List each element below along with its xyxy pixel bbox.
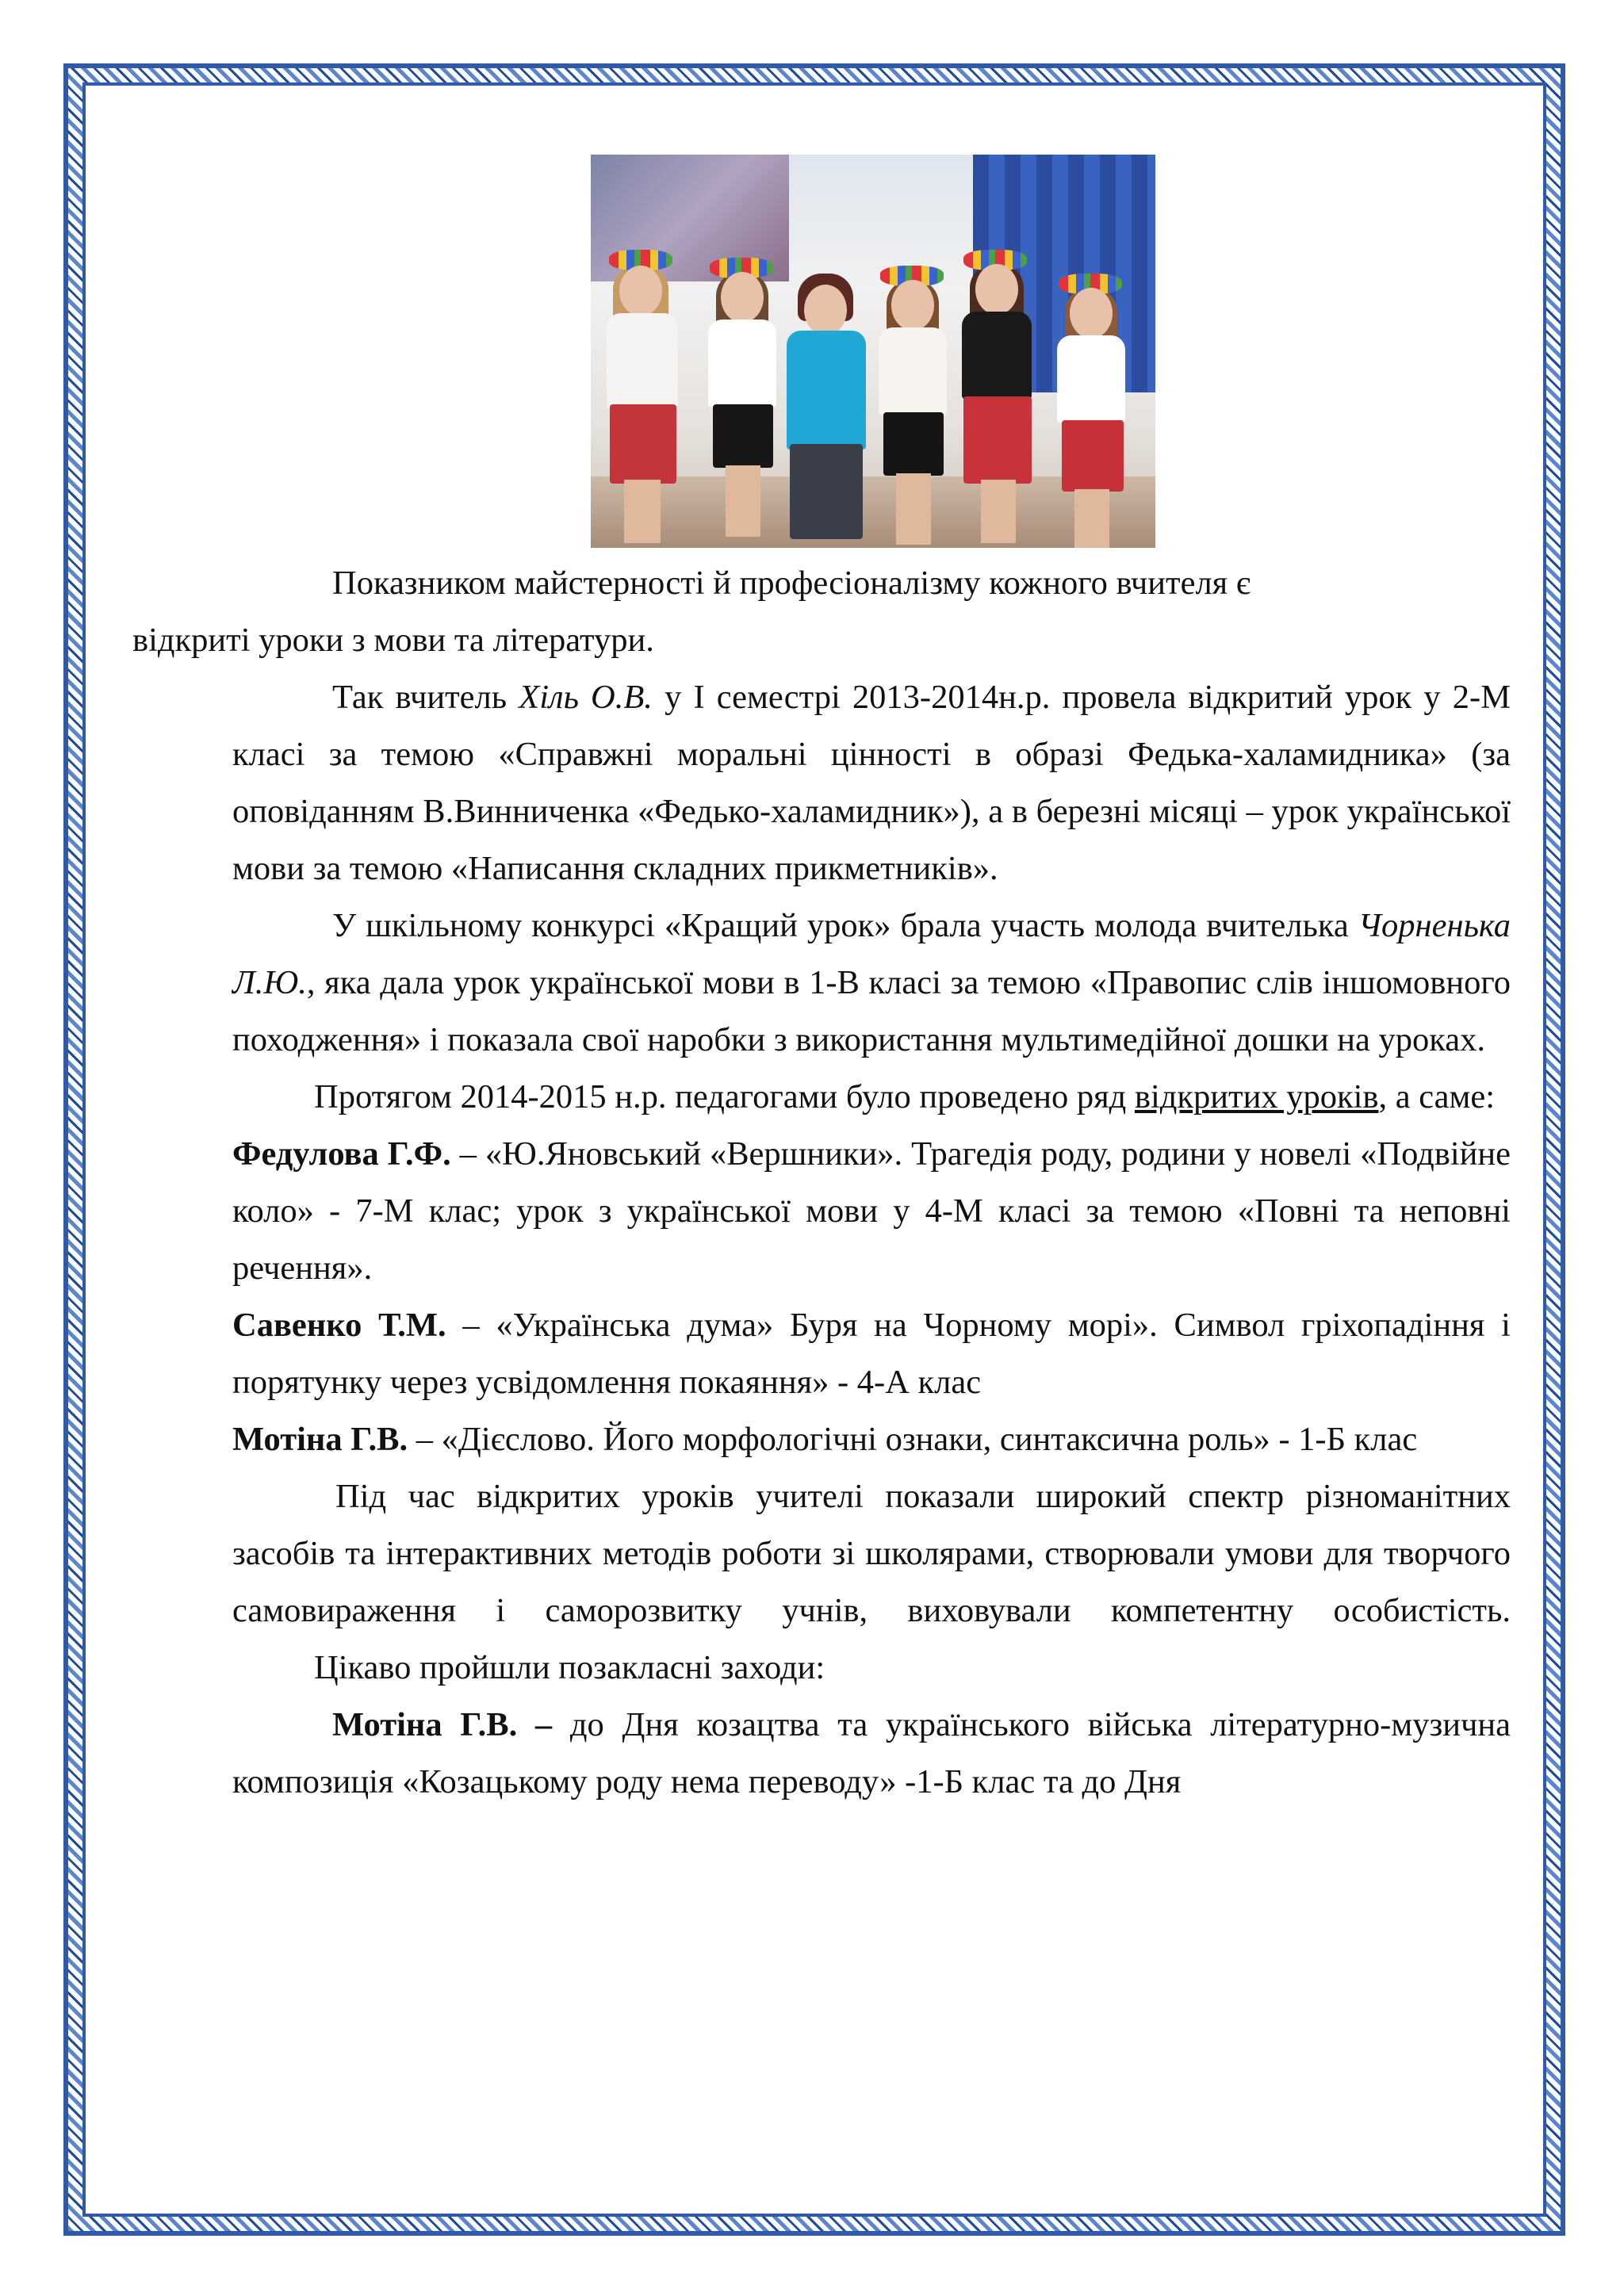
paragraph-3	[232, 897, 1511, 1069]
paragraph-1-line-1: Показником майстерності й професіоналізму кожного вчителя є	[332, 564, 1251, 602]
paragraph-4-text-a: Протягом 2014-2015 н.р. педагогами було проведено ряд	[314, 1078, 1135, 1115]
paragraph-7-text: – «Дієслово. Його морфологічні ознаки, синтаксична роль» - 1-Б клас	[408, 1421, 1418, 1458]
paragraph-9-text: Цікаво пройшли позакласні заходи:	[314, 1649, 825, 1686]
paragraph-10-text: до Дня козацтва та українського війська літературно-музична композиція «Козацькому роду нема переводу» -1-Б клас та до Дня	[232, 1706, 1511, 1800]
teacher-name-fedulova: Федулова Г.Ф.	[232, 1135, 451, 1173]
paragraph-6-text: – «Українська дума» Буря на Чорному морі». Символ гріхопадіння і порятунку через усвідомлення покаяння» - 4-А клас	[232, 1307, 1511, 1401]
paragraph-1	[132, 555, 1511, 669]
paragraph-3-text-a: У шкільному конкурсі «Кращий урок» брала участь молода вчителька	[332, 907, 1358, 944]
paragraph-2	[232, 669, 1511, 897]
paragraph-3-text-b: , яка дала урок української мови в 1-В класі за темою «Правопис слів іншомовного походження» і показала свої наробки з використання мультимедійної дошки на уроках.	[232, 964, 1511, 1058]
open-lessons-link: відкритих уроків	[1134, 1078, 1379, 1115]
paragraph-8-text: Під час відкритих уроків учителі показали широкий спектр різноманітних засобів та інтерактивних методів роботи зі школярами, створювали умови для творчого самовираження і саморозвитку учнів, виховували компетентну особистість.	[232, 1478, 1511, 1629]
teacher-name-savenko: Савенко Т.М.	[232, 1307, 446, 1344]
paragraph-7	[232, 1411, 1511, 1468]
paragraph-5-text: – «Ю.Яновський «Вершники». Трагедія роду, родини у новелі «Подвійне коло» - 7-М клас; урок з української мови у 4-М класі за темою «Повні та неповні речення».	[232, 1135, 1511, 1287]
paragraph-2-text-a: Так вчитель	[332, 679, 519, 716]
paragraph-2-text-b: у І семестрі 2013-2014н.р. провела відкритий урок у 2-М класі за темою «Справжні моральні цінності в образі Федька-халамидника» (за оповіданням В.Винниченка «Федько-халамидник»), а в березні місяці – урок української мови за темою «Написання складних прикметників».	[232, 679, 1511, 887]
paragraph-1-line-2: відкриті уроки з мови та літератури.	[132, 622, 654, 659]
teacher-name-motina: Мотіна Г.В.	[232, 1421, 408, 1458]
paragraph-10	[232, 1697, 1511, 1811]
paragraph-5	[232, 1126, 1511, 1297]
document-body	[132, 555, 1511, 1811]
teacher-name-chornenka: Чорненька Л.Ю.	[232, 907, 1511, 1001]
paragraph-4-text-b: , а саме:	[1378, 1078, 1496, 1115]
teacher-name-motina-2: Мотіна Г.В. –	[332, 1706, 553, 1743]
group-photo	[591, 155, 1155, 548]
paragraph-8	[232, 1468, 1511, 1640]
paragraph-9	[232, 1640, 1511, 1697]
paragraph-4	[232, 1069, 1511, 1126]
paragraph-6	[232, 1297, 1511, 1411]
teacher-name-khil: Хіль О.В.	[519, 679, 653, 716]
